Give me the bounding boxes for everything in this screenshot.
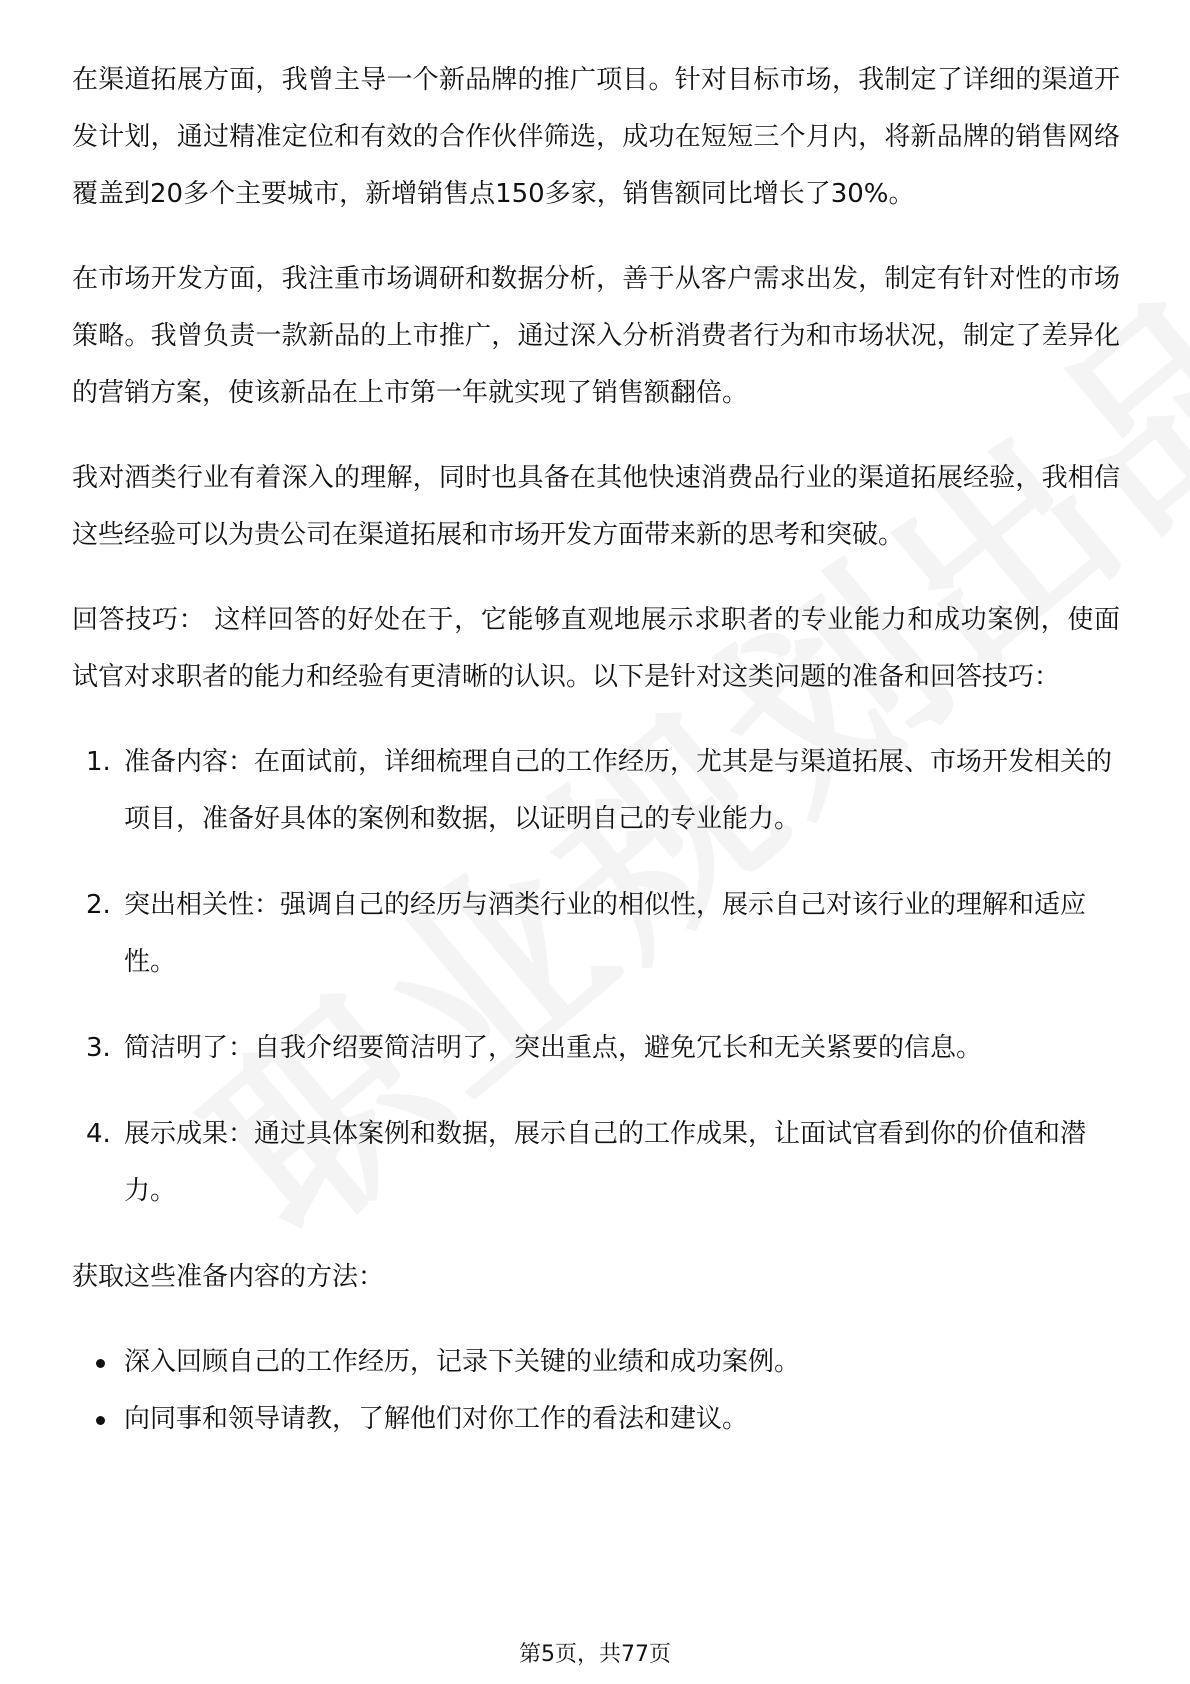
bullet-icon	[96, 1416, 105, 1425]
methods-list	[72, 1334, 1120, 1448]
list-item-text: 向同事和领导请教，了解他们对你工作的看法和建议。	[124, 1404, 749, 1434]
list-item	[72, 1020, 1120, 1077]
list-item-text: 简洁明了：自我介绍要简洁明了，突出重点，避免冗长和无关紧要的信息。	[124, 1033, 983, 1063]
tips-list	[72, 734, 1120, 1220]
list-item-text: 深入回顾自己的工作经历，记录下关键的业绩和成功案例。	[124, 1347, 801, 1377]
list-number: 1.	[86, 747, 111, 777]
paragraph-answer-tips: 回答技巧： 这样回答的好处在于，它能够直观地展示求职者的专业能力和成功案例，使面试官对求职者的能力和经验有更清晰的认识。以下是针对这类问题的准备和回答技巧：	[72, 605, 1120, 692]
list-item-text: 展示成果：通过具体案例和数据，展示自己的工作成果，让面试官看到你的价值和潜力。	[124, 1119, 1087, 1206]
list-item	[72, 1391, 1120, 1448]
page-footer: 第5页，共77页	[519, 1642, 671, 1667]
list-item	[72, 734, 1120, 848]
list-number: 2.	[86, 890, 111, 920]
list-item-text: 突出相关性：强调自己的经历与酒类行业的相似性，展示自己对该行业的理解和适应性。	[124, 890, 1087, 977]
paragraph-industry-understanding: 我对酒类行业有着深入的理解，同时也具备在其他快速消费品行业的渠道拓展经验，我相信这些经验可以为贵公司在渠道拓展和市场开发方面带来新的思考和突破。	[72, 463, 1120, 550]
list-number: 3.	[86, 1033, 111, 1063]
page-content	[72, 52, 1120, 1448]
list-item	[72, 1106, 1120, 1220]
list-item	[72, 1334, 1120, 1391]
methods-heading: 获取这些准备内容的方法：	[72, 1262, 385, 1292]
list-item-text: 准备内容：在面试前，详细梳理自己的工作经历，尤其是与渠道拓展、市场开发相关的项目，准备好具体的案例和数据，以证明自己的专业能力。	[124, 747, 1113, 834]
list-number: 4.	[86, 1119, 111, 1149]
paragraph-channel-expansion: 在渠道拓展方面，我曾主导一个新品牌的推广项目。针对目标市场，我制定了详细的渠道开发计划，通过精准定位和有效的合作伙伴筛选，成功在短短三个月内，将新品牌的销售网络覆盖到20多个主要城市，新增销售点150多家，销售额同比增长了30%。	[72, 65, 1120, 209]
paragraph-market-development: 在市场开发方面，我注重市场调研和数据分析，善于从客户需求出发，制定有针对性的市场策略。我曾负责一款新品的上市推广，通过深入分析消费者行为和市场状况，制定了差异化的营销方案，使该新品在上市第一年就实现了销售额翻倍。	[72, 264, 1120, 408]
list-item	[72, 877, 1120, 991]
bullet-icon	[96, 1359, 105, 1368]
